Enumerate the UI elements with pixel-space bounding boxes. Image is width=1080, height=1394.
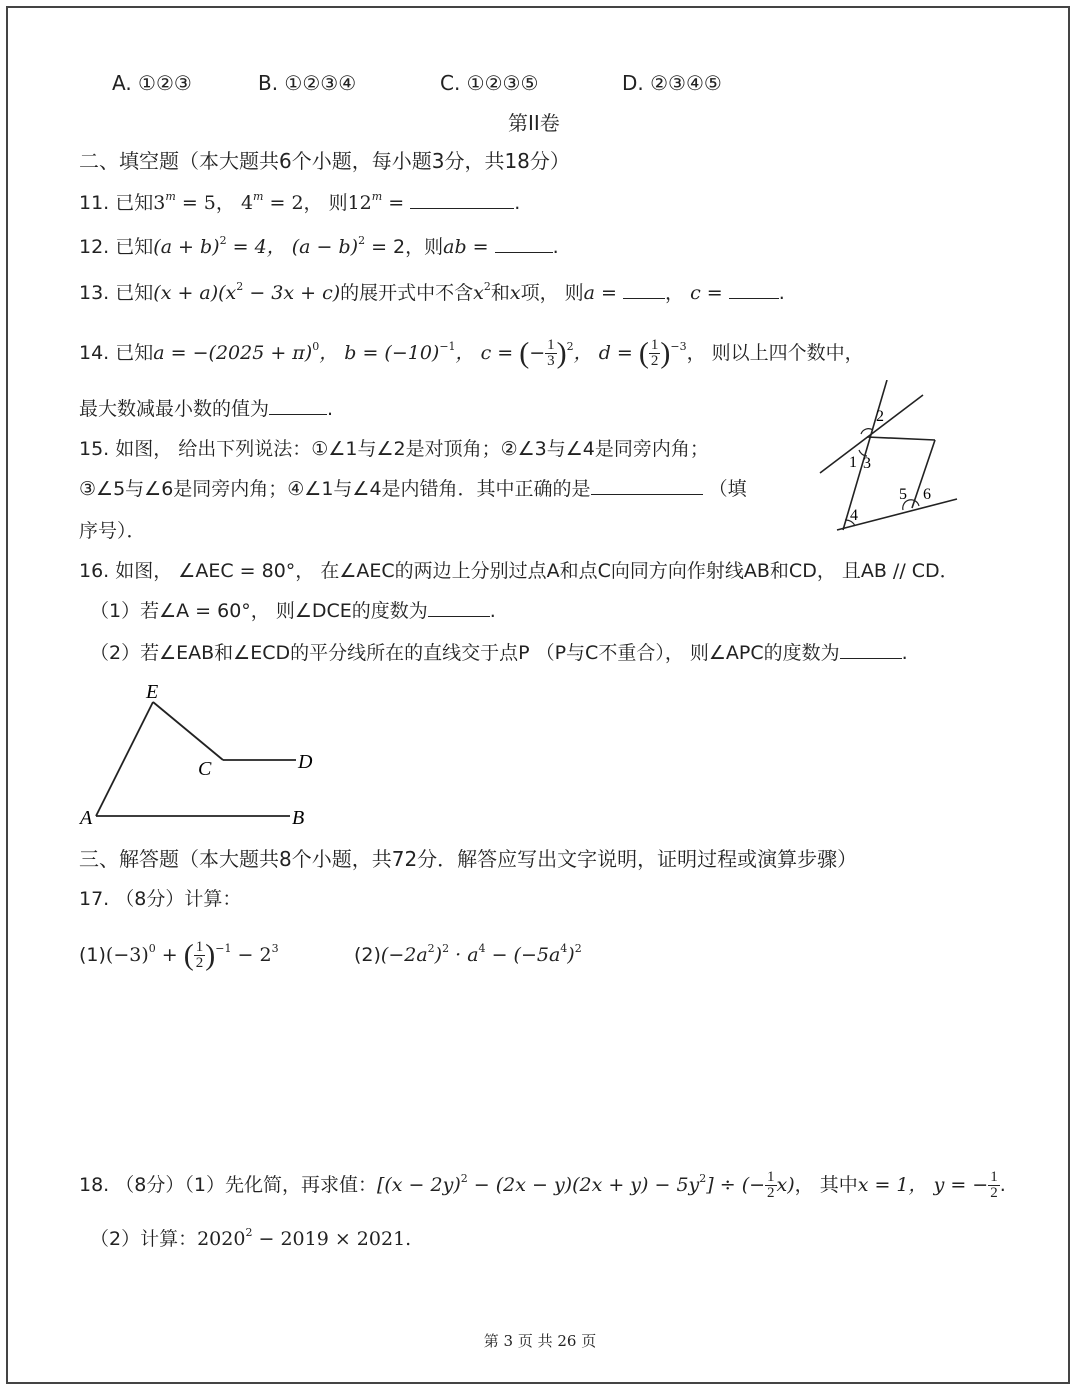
q16-number: 16. (79, 560, 110, 582)
q14-c-sup: 2 (566, 340, 574, 353)
answer-blank[interactable] (840, 640, 902, 659)
q18-sub2 (90, 1226, 411, 1252)
q13-and: 和 (490, 282, 510, 304)
q11-sup3: m (371, 190, 383, 203)
q17-p1-plus: + (155, 944, 184, 966)
q17-number: 17. (79, 888, 110, 910)
q18-expr3: ] ÷ (− (706, 1174, 766, 1196)
q13-mid: 的展开式中不含 (340, 282, 474, 304)
figure-label-d: D (298, 751, 313, 773)
answer-blank[interactable] (410, 190, 514, 209)
q17-p1-fraction: $\frac{1}{2}$ (195, 939, 204, 971)
q11-end: = (382, 192, 405, 214)
q13-expr: (x + a)(x (153, 282, 237, 304)
q18-xval: x = 1， (857, 1174, 928, 1196)
q18-expr2: − (2x − y)(2x + y) − 5y (467, 1174, 700, 1196)
q18-sup1: 2 (460, 1172, 468, 1185)
figure-label-6: 6 (923, 486, 931, 503)
q14-d: ， d = (573, 342, 633, 364)
figure-label-2: 2 (876, 408, 884, 425)
q14-a: a = −(2025 + π) (153, 342, 313, 364)
q13-c: c = (690, 282, 723, 304)
q11-expr1b: = 5， 4 (175, 192, 254, 214)
q18-text: （8分）（1）先化简，再求值： (115, 1174, 377, 1196)
q17-p2-label: (2) (354, 944, 381, 966)
q11-tail: . (514, 192, 521, 214)
q18-number: 18. (79, 1174, 110, 1196)
q17-p1-a-sup: 0 (148, 942, 156, 955)
section-2-heading: 二、填空题（本大题共6个小题，每小题3分，共18分） (79, 149, 570, 173)
q17-p1-a: (−3) (105, 944, 149, 966)
q11-expr1: 3 (153, 192, 166, 214)
q11-sup1: m (165, 190, 176, 203)
figure-label-a: A (80, 807, 93, 828)
q14-b: ， b = (−10) (319, 342, 440, 364)
q17-p2-c: · a (449, 944, 479, 966)
q18-sub2-expr: 2020 (197, 1228, 246, 1250)
q17-text: （8分）计算： (115, 888, 242, 910)
q15-line2-end: （填 (708, 478, 747, 500)
q11-expr2b: = 2， 则12 (263, 192, 372, 214)
q14-text: 已知 (115, 342, 154, 364)
q15-line1: 如图， 给出下列说法：①∠1与∠2是对顶角；②∠3与∠4是同旁内角； (115, 438, 709, 460)
q11-number: 11. (79, 192, 110, 214)
q13-x2: x (473, 282, 484, 304)
q14-a-sup: 0 (312, 340, 320, 353)
question-15-line3: 序号）． (79, 520, 146, 542)
q14-number: 14. (79, 342, 110, 364)
q15-angle-figure (815, 380, 965, 535)
figure-label-5: 5 (899, 486, 907, 503)
q18-yval: y = − (933, 1174, 989, 1196)
q16-parallel-figure (78, 678, 328, 828)
q17-p2-c-sup: 4 (478, 942, 486, 955)
figure-line-mid (867, 437, 935, 440)
q18-sub2-sup: 2 (245, 1226, 253, 1239)
q13-text: 已知 (115, 282, 154, 304)
q12-tail: . (552, 236, 559, 258)
q18-mid: ， 其中 (794, 1174, 858, 1196)
question-16-line1 (79, 558, 959, 584)
q13-xiang: 项， 则 (520, 282, 584, 304)
question-14-line2 (79, 396, 333, 422)
q14-line2-end: . (327, 398, 334, 420)
q17-p1-f-sup: −1 (215, 942, 232, 955)
q13-sup1: 2 (236, 280, 244, 293)
q13-sup2: 2 (483, 280, 491, 293)
q17-p2-e-sup: 2 (574, 942, 582, 955)
section-3-heading: 三、解答题（本大题共8个小题，共72分．解答应写出文字说明，证明过程或演算步骤） (79, 847, 858, 871)
q12-text: 已知 (115, 236, 154, 258)
q18-sub2-label: （2）计算： (90, 1228, 198, 1250)
figure-line-ec (153, 702, 223, 760)
q17-p2-a-sup: 2 (427, 942, 435, 955)
question-17 (79, 886, 241, 912)
q14-c: ， c = (455, 342, 514, 364)
answer-blank[interactable] (623, 280, 665, 299)
q14-tail: ， 则以上四个数中， (686, 342, 864, 364)
q12-expr: (a + b) (153, 236, 220, 258)
answer-blank[interactable] (591, 476, 703, 495)
q18-sup2: 2 (699, 1172, 707, 1185)
figure-label-1: 1 (849, 454, 857, 471)
q11-sup2: m (253, 190, 264, 203)
q14-b-sup: −1 (439, 340, 456, 353)
q12-mid: = 4， (a − b) (226, 236, 359, 258)
q14-d-fraction: $\frac{1}{2}$ (650, 337, 659, 369)
q17-part1: $(1)(-3)^0$ + ( $\frac{1}{2}$ )$^{-1} - 2^3$ (79, 938, 279, 972)
question-18 (79, 1162, 1006, 1208)
answer-blank[interactable] (269, 396, 327, 415)
figure-label-b: B (292, 807, 305, 828)
answer-blank[interactable] (729, 280, 779, 299)
question-15-line2 (79, 476, 747, 502)
q12-mid2: = 2，则 (365, 236, 444, 258)
option-d: D. ②③④⑤ (622, 71, 722, 95)
q14-c-fraction: $\frac{1}{3}$ (547, 337, 555, 369)
page-footer: 第 3 页 共 26 页 (483, 1332, 597, 1350)
q13-expr2: − 3x + c) (243, 282, 341, 304)
option-b: B. ①②③④ (258, 71, 357, 95)
question-12 (79, 234, 559, 260)
q12-ab: ab = (443, 236, 489, 258)
figure-label-3: 3 (863, 455, 871, 472)
q17-p2-d: − (−5a (485, 944, 561, 966)
question-14: 14. 已知$a = -(2025 + \pi)^0$， $b = (-10)^{-1}$， c = (− $\frac{1}{3}$ )$^2$， d = ( $\frac{1}{2}$ )$^{-3}$， 则以上四个数中， (79, 336, 864, 370)
q17-p2-b-sup: 2 (442, 942, 450, 955)
q17-p2-b: ) (434, 944, 443, 966)
q13-comma: ， (665, 282, 685, 304)
q17-part2 (354, 932, 582, 978)
q13-tail: . (778, 282, 785, 304)
option-c: C. ①②③⑤ (440, 71, 539, 95)
q18-end: . (999, 1174, 1006, 1196)
q17-p1-minus: − 2 (231, 944, 272, 966)
q12-sup2: 2 (358, 234, 366, 247)
q16-sub2-end: . (901, 642, 908, 664)
question-13 (79, 280, 785, 306)
q16-sub1: （1）若∠A = 60°， 则∠DCE的度数为 (90, 600, 428, 622)
question-16-sub2 (90, 640, 908, 666)
figure-label-c: C (198, 758, 212, 780)
q18-fraction: $\frac{1}{2}$ (767, 1169, 775, 1201)
q13-x: x (509, 282, 521, 304)
q17-p1-sup: 3 (271, 942, 279, 955)
q18-sub2-expr2: − 2019 × 2021. (252, 1228, 412, 1250)
q18-y-fraction: $\frac{1}{2}$ (990, 1169, 998, 1201)
q11-text: 已知 (115, 192, 154, 214)
q13-a: a = (583, 282, 617, 304)
q14-line2: 最大数减最小数的值为 (79, 398, 270, 420)
q16-sub1-end: . (489, 600, 496, 622)
q17-p2-d-sup: 4 (560, 942, 568, 955)
figure-label-4: 4 (850, 507, 858, 524)
q13-number: 13. (79, 282, 110, 304)
question-15-line1 (79, 436, 709, 462)
answer-blank[interactable] (428, 598, 490, 617)
q14-d-sup: −3 (670, 340, 687, 353)
q17-p1-label: (1) (79, 944, 106, 966)
q12-number: 12. (79, 236, 110, 258)
figure-line-ae (96, 702, 153, 816)
q16-line1: 如图， ∠AEC = 80°， 在∠AEC的两边上分别过点A和点C向同方向作射线AB和CD， 且AB // CD． (115, 560, 959, 582)
volume-title: 第II卷 (508, 111, 560, 135)
q18-expr1: [(x − 2y) (376, 1174, 461, 1196)
q15-line2: ③∠5与∠6是同旁内角；④∠1与∠4是内错角．其中正确的是 (79, 478, 591, 500)
option-a: A. ①②③ (112, 71, 192, 95)
question-11 (79, 190, 520, 216)
q17-p2-a: (−2a (380, 944, 428, 966)
q12-sup1: 2 (219, 234, 227, 247)
answer-blank[interactable] (495, 234, 553, 253)
q17-p2-e: ) (567, 944, 575, 966)
question-16-sub1 (90, 598, 496, 624)
figure-label-e: E (146, 681, 159, 703)
q18-expr4: x) (776, 1174, 795, 1196)
q16-sub2: （2）若∠EAB和∠ECD的平分线所在的直线交于点P （P与C不重合）， 则∠APC的度数为 (90, 642, 840, 664)
q15-number: 15. (79, 438, 110, 460)
